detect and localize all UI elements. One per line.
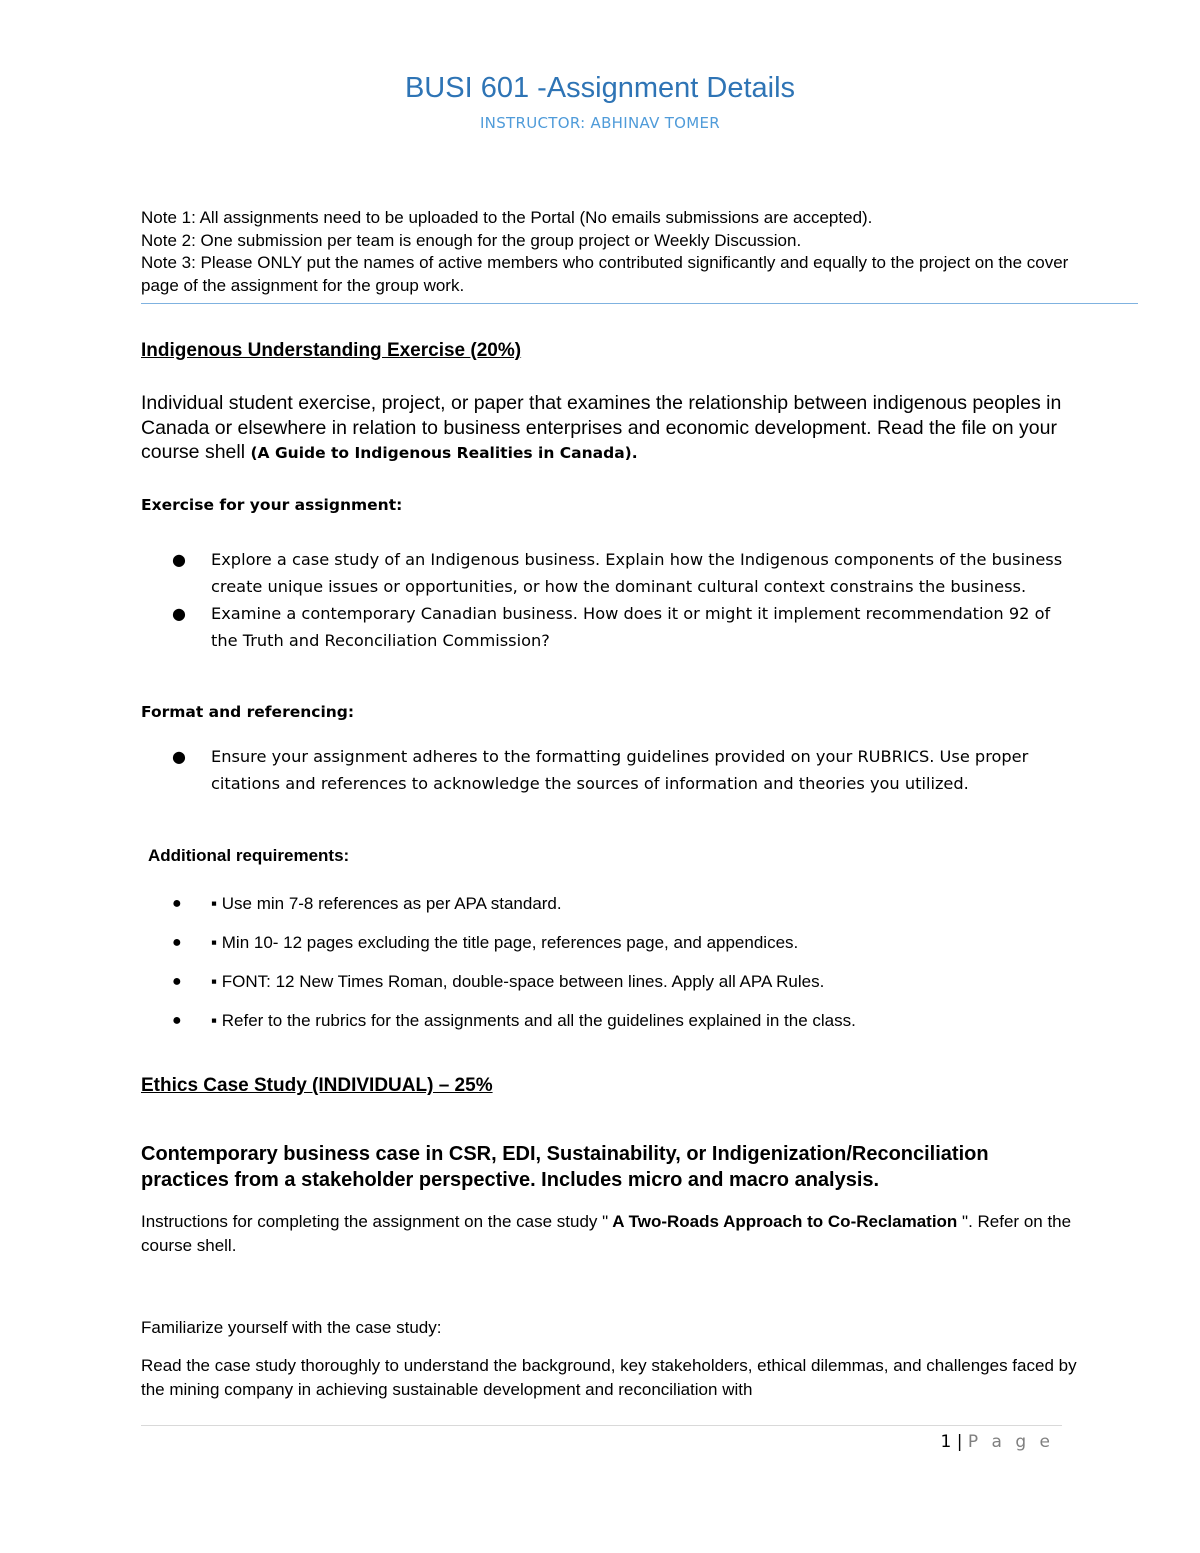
exercise-label: Exercise for your assignment: (141, 496, 403, 514)
bullet-icon: ● (172, 973, 182, 990)
note-1: Note 1: All assignments need to be uploaded to the Portal (No emails submissions are accepted). (141, 208, 873, 227)
bullet-icon: ● (172, 550, 186, 569)
intro-text: Individual student exercise, project, or paper that examines the relationship between indigenous peoples in Canada or elsewhere in relation to business enterprises and economic development. Read the file on your course shell (141, 392, 1062, 463)
note-2: Note 2: One submission per team is enough for the group project or Weekly Discussion. (141, 230, 802, 250)
list-item (141, 600, 1071, 654)
requirement-text: ▪ Use min 7-8 references as per APA standard. (211, 894, 562, 913)
additional-requirements-label: Additional requirements: (148, 846, 350, 865)
exercise-item-text: Examine a contemporary Canadian business. How does it or might it implement recommendation 92 of the Truth and Reconciliation Commission? (211, 604, 1051, 650)
page-label: P a g e (967, 1432, 1054, 1452)
document-title: BUSI 601 -Assignment Details (404, 72, 796, 104)
list-item (141, 743, 1071, 797)
format-item-text: Ensure your assignment adheres to the formatting guidelines provided on your RUBRICS. Use proper citations and references to acknowledge the sources of information and theories you utilized. (211, 747, 1029, 793)
divider-line (141, 303, 1138, 304)
additional-requirements-list (141, 893, 1071, 1049)
list-item (141, 893, 1071, 915)
bullet-icon: ● (172, 1012, 182, 1029)
section-intro-paragraph (141, 391, 1071, 466)
format-label: Format and referencing: (141, 703, 355, 721)
intro-guide-reference: (A Guide to Indigenous Realities in Canada). (250, 444, 638, 462)
note-3: Note 3: Please ONLY put the names of active members who contributed significantly and equally to the project on the cover page of the assignment for the group work. (141, 253, 1069, 295)
requirement-text: ▪ Refer to the rubrics for the assignments and all the guidelines explained in the class. (211, 1011, 856, 1030)
familiarize-heading: Familiarize yourself with the case study: (141, 1318, 442, 1337)
requirement-text: ▪ Min 10- 12 pages excluding the title page, references page, and appendices. (211, 933, 799, 952)
case-subheading: Contemporary business case in CSR, EDI, Sustainability, or Indigenization/Reconciliation practices from a stakeholder perspective. Includes micro and macro analysis. (141, 1143, 989, 1191)
list-item (141, 546, 1071, 600)
footer-divider (141, 1425, 1062, 1426)
page-number: 1 (940, 1432, 952, 1452)
requirement-text: ▪ FONT: 12 New Times Roman, double-space between lines. Apply all APA Rules. (211, 972, 825, 991)
bullet-icon: ● (172, 604, 186, 623)
list-item (141, 971, 1071, 993)
exercise-item-text: Explore a case study of an Indigenous business. Explain how the Indigenous components of the business create unique issues or opportunities, or how the dominant cultural context constrains the business. (211, 550, 1063, 596)
section-heading-ethics: Ethics Case Study (INDIVIDUAL) – 25% (141, 1075, 493, 1096)
page-footer (940, 1432, 1054, 1452)
list-item (141, 1010, 1071, 1032)
notes-block (141, 207, 1071, 297)
case-study-name: A Two-Roads Approach to Co-Reclamation (608, 1212, 963, 1231)
exercise-list (141, 546, 1071, 654)
section-heading-indigenous: Indigenous Understanding Exercise (20%) (141, 340, 522, 361)
instructor-subtitle: INSTRUCTOR: ABHINAV TOMER (479, 114, 721, 132)
instructions-text: Instructions for completing the assignment on the case study " (141, 1212, 609, 1231)
bullet-icon: ● (172, 747, 186, 766)
bullet-icon: ● (172, 895, 182, 912)
format-list (141, 743, 1071, 797)
read-case-paragraph: Read the case study thoroughly to understand the background, key stakeholders, ethical dilemmas, and challenges faced by the mining company in achieving sustainable development and reconciliation with (141, 1356, 1077, 1399)
footer-separator: | (956, 1432, 963, 1452)
instructions-text-end: ". Refer on the course shell. (141, 1212, 1072, 1255)
bullet-icon: ● (172, 934, 182, 951)
instructions-paragraph (141, 1210, 1081, 1258)
list-item (141, 932, 1071, 954)
